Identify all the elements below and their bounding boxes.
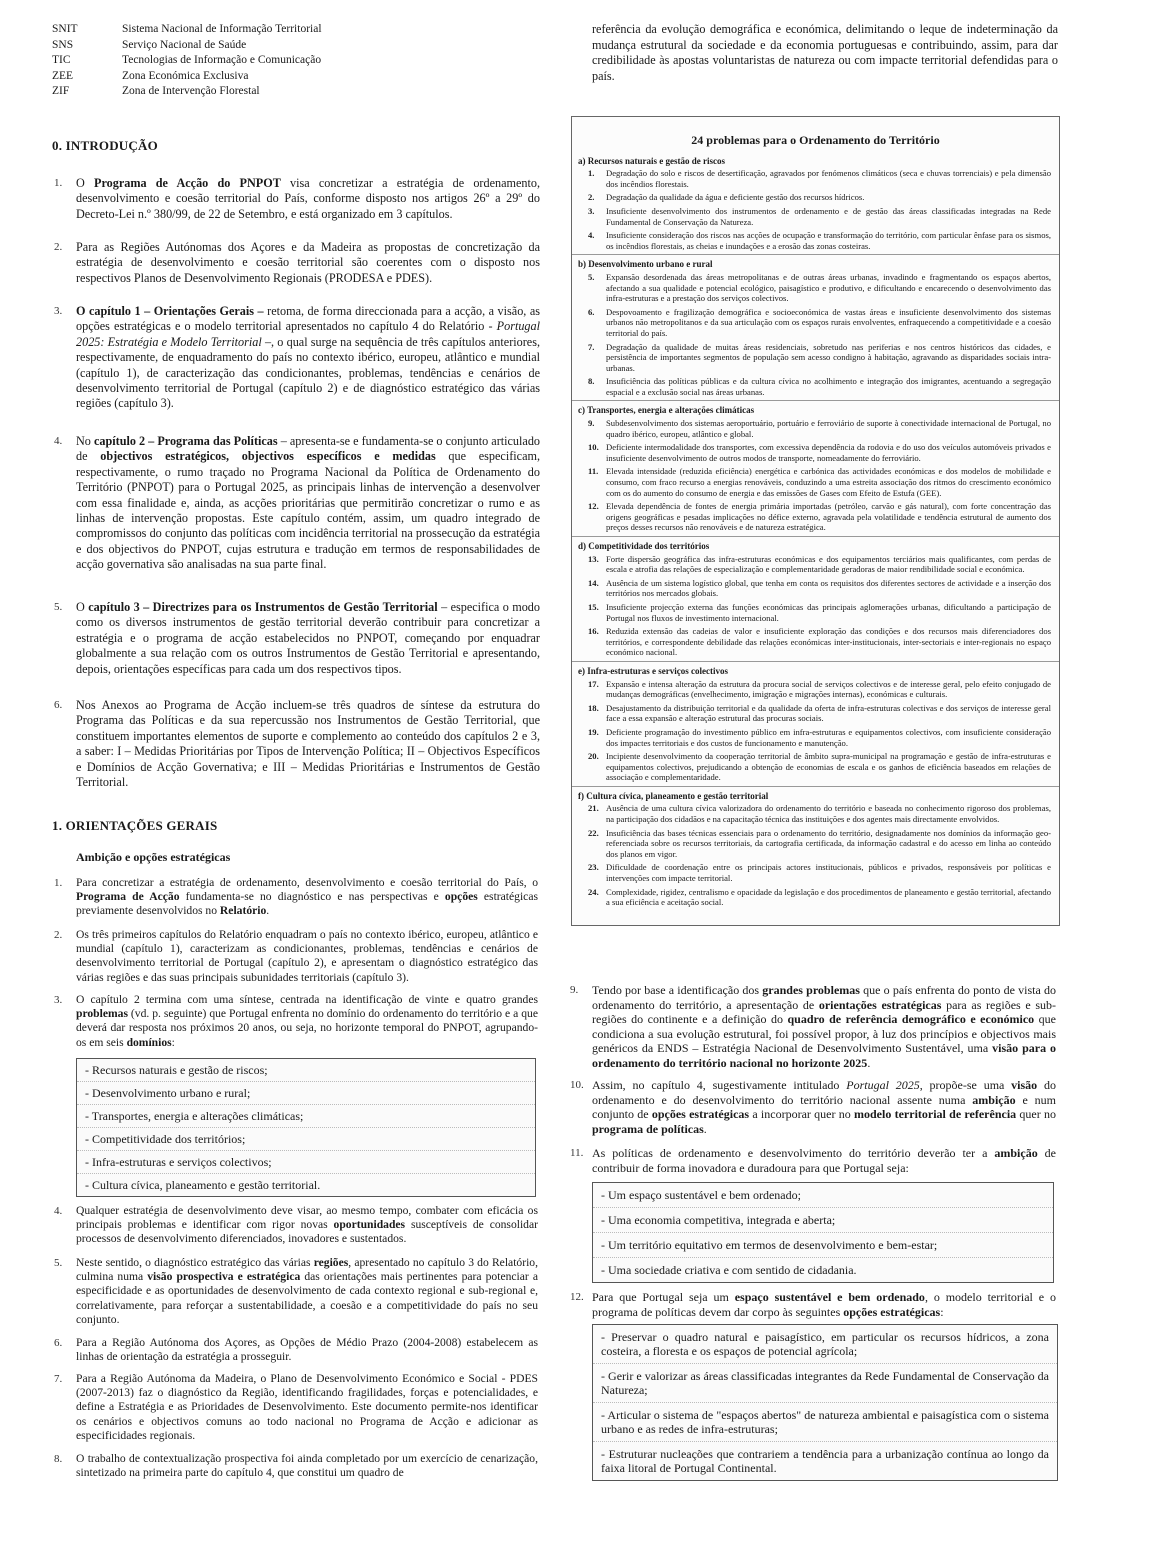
- problem-category: f) Cultura cívica, planeamento e gestão territorial: [578, 790, 769, 801]
- problem-number: 23.: [588, 862, 599, 873]
- problem-item: [588, 342, 1051, 374]
- problem-number: 20.: [588, 751, 599, 762]
- category-divider: [572, 254, 1059, 255]
- abbreviation-code: ZEE: [52, 69, 74, 82]
- problem-text: Complexidade, rigidez, centralismo e opacidade da legislação e dos procedimentos de planeamento e gestão territorial, afectando a sua eficiência e aceitação social.: [606, 886, 1051, 908]
- problem-number: 18.: [588, 702, 599, 713]
- problems-box: [571, 116, 1060, 926]
- problem-item: [588, 501, 1051, 533]
- box-item: - Estruturar nucleações que contrariem a tendência para a urbanização contínua ao longo da faixa litoral de Portugal Continental.: [601, 1447, 1049, 1475]
- box-item: - Competitividade dos territórios;: [77, 1128, 535, 1151]
- problem-text: Insuficiente consideração dos riscos nas acções de ocupação e transformação do território, com particular ênfase para os sismos, os incêndios florestais, as cheias e inundações e a erosão das zonas costeiras.: [606, 230, 1051, 251]
- box-item: - Cultura cívica, planeamento e gestão territorial.: [85, 1178, 321, 1192]
- opcoes-box: [592, 1324, 1058, 1481]
- problem-number: 10.: [588, 442, 599, 453]
- category-divider: [572, 786, 1059, 787]
- problem-number: 5.: [588, 271, 595, 282]
- abbreviation-desc: Sistema Nacional de Informação Territorial: [122, 23, 322, 35]
- problem-number: 22.: [588, 827, 599, 838]
- continuation-paragraph: referência da evolução demográfica e económica, delimitando o leque de indeterminação da mudança estrutural da sociedade e da economia portuguesas e contribuindo, assim, para dar credibilidade às apostas voluntaristas de natureza ou com impacte territorial defendidas para o país.: [592, 22, 1058, 83]
- problem-item: [588, 418, 1051, 439]
- problem-number: 3.: [588, 205, 595, 216]
- abbreviation-code: ZIF: [52, 85, 70, 98]
- problem-number: 17.: [588, 678, 599, 689]
- problem-number: 21.: [588, 803, 599, 814]
- problem-number: 13.: [588, 553, 599, 564]
- dominios-box: [76, 1058, 536, 1197]
- problem-item: [588, 602, 1051, 623]
- box-item: - Articular o sistema de "espaços abertos" de natureza ambiental e paisagística com o sistema urbano e as redes de infra-estruturas;: [593, 1403, 1057, 1442]
- box-item: - Uma sociedade criativa e com sentido de cidadania.: [601, 1263, 857, 1277]
- abbreviation-desc: Serviço Nacional de Saúde: [122, 38, 247, 51]
- problem-number: 2.: [588, 192, 595, 203]
- abbreviation-row: [52, 22, 322, 38]
- orientacoes-heading: 1. ORIENTAÇÕES GERAIS: [52, 818, 218, 833]
- abbreviation-row: [52, 38, 322, 54]
- problem-item: [588, 727, 1051, 748]
- problem-text: Desajustamento da distribuição territorial e da qualidade da oferta de infra-estruturas colectivas e dos serviços de interesse geral face a essa expansão e alteração estrutural das procuras sociais.: [606, 702, 1051, 724]
- intro-paragraph-6: 6. Nos Anexos ao Programa de Acção incluem-se três quadros de síntese da estrutura do Programa das Políticas e da sua repercussão nos Instrumentos de Gestão Territorial, que constituem importantes elementos de suporte e complemento ao conteúdo dos capítulos 2 e 3, a saber: I – Medidas Prioritárias por Tipos de Intervenção Política; II – Objectivos Específicos e Domínios de Acção Governativa; e III – Medidas Prioritárias e Instrumentos de Gestão Territorial.: [54, 698, 540, 790]
- abbreviation-list: [52, 22, 322, 100]
- intro-paragraph-1: 1. O Programa de Acção do PNPOT visa concretizar a estratégia de ordenamento, desenvolvimento e coesão territorial do País, conforme disposto nos artigos 26º a 29º do Decreto-Lei n.º 380/99, de 22 de Setembro, e está organizado em 3 capítulos.: [54, 176, 540, 221]
- problem-item: [588, 272, 1051, 304]
- abbreviation-row: [52, 53, 322, 69]
- problem-text: Incipiente desenvolvimento da cooperação territorial de âmbito supra-municipal na programação e gestão de infra-estruturas e equipamentos colectivos, prejudicando a obtenção de economias de escala e os ganhos de eficiência baseados em relações de associação e complementaridade.: [606, 751, 1051, 783]
- problem-category: d) Competitividade dos territórios: [578, 541, 710, 551]
- problem-item: [588, 442, 1051, 463]
- box-item: - Preservar o quadro natural e paisagístico, em particular os recursos hídricos, a zona costeira, a floresta e os espaços de potencial agrícola;: [593, 1325, 1057, 1364]
- problem-item: [588, 626, 1051, 658]
- problem-text: Subdesenvolvimento dos sistemas aeroportuário, portuário e ferroviário de suporte à conectividade internacional de Portugal, no quadro ibérico, europeu, atlântico e global.: [606, 418, 1051, 439]
- problem-number: 4.: [588, 230, 595, 241]
- orient-paragraph-12: 12. Para que Portugal seja um espaço sustentável e bem ordenado, o modelo territorial e o programa de políticas devem dar corpo às seguintes opções estratégicas:: [570, 1290, 1056, 1319]
- problem-text: Despovoamento e fragilização demográfica e socioeconómica de vastas áreas e insuficiente desenvolvimento dos sistemas urbanos não metropolitanos e da sua articulação com os espaços rurais envolventes, enfraquecendo a competitividade e a coesão territorial do país.: [606, 306, 1051, 338]
- problem-number: 11.: [588, 466, 599, 477]
- problem-item: [588, 803, 1051, 824]
- problem-item: [588, 466, 1051, 498]
- abbreviation-row: [52, 69, 322, 85]
- orient-paragraph-8: 8. O trabalho de contextualização prospectiva foi ainda completado por um exercício de cenarização, sintetizado na primeira parte do capítulo 4, que constitui um quadro de: [54, 1452, 538, 1480]
- abbreviation-code: SNIT: [52, 23, 78, 35]
- problem-category: b) Desenvolvimento urbano e rural: [578, 259, 713, 270]
- problems-list: [572, 156, 1059, 908]
- abbreviation-code: TIC: [52, 54, 71, 67]
- problem-category: c) Transportes, energia e alterações climáticas: [578, 405, 755, 416]
- problem-item: [588, 679, 1051, 700]
- intro-paragraph-5: 5. O capítulo 3 – Directrizes para os Instrumentos de Gestão Territorial – especifica o modo como os diversos instrumentos de gestão territorial deverão contribuir para concretizar a estratégia e o programa de acção estabelecidos no PNPOT, começando por enquadrar globalmente a sua relação com os outros Instrumentos de Gestão Territorial e apresentando, depois, orientações específicas para cada um dos respectivos tipos.: [54, 600, 540, 676]
- intro-paragraph-4: 4. No capítulo 2 – Programa das Políticas – apresenta-se e fundamenta-se o conjunto articulado de objectivos estratégicos, objectivos específicos e medidas que especificam, respectivamente, o rumo traçado no Programa Nacional da Política de Ordenamento do Território (PNPOT) para o Portugal 2025, as principais linhas de intervenção a desenvolver com essa finalidade e, ainda, as acções prioritárias que permitirão concretizar o rumo e as linhas de intervenção propostas. Este capítulo contém, assim, um quadro integrado de compromissos do conjunto das políticas com incidência territorial na prossecução da estratégia e dos objectivos do PNPOT, cujas estrutura e tradução em termos de responsabilidades de acção governativa são analisadas na sua parte final.: [54, 434, 541, 572]
- problem-number: 7.: [588, 341, 595, 352]
- abbreviation-desc: Zona de Intervenção Florestal: [122, 85, 260, 98]
- problem-item: [588, 862, 1051, 883]
- intro-paragraph-2: 2. Para as Regiões Autónomas dos Açores e da Madeira as propostas de concretização da estratégia de desenvolvimento e coesão territorial são coerentes com o disposto nos respectivos Planos de Desenvolvimento Regionais (PRODESA e PDES).: [54, 240, 540, 285]
- box-item: - Gerir e valorizar as áreas classificadas integrantes da Rede Fundamental de Conservação da Natureza;: [593, 1364, 1057, 1403]
- problem-text: Degradação do solo e riscos de desertificação, agravados por fenómenos climáticos (seca e chuvas torrenciais) e pela dimensão dos incêndios florestais.: [606, 168, 1051, 189]
- orient-paragraph-11: 11. As políticas de ordenamento e desenvolvimento do território deverão ter a ambição de contribuir de forma inovadora e duradoura para que Portugal seja:: [570, 1146, 1056, 1175]
- problem-text: Insuficiência das políticas públicas e da cultura cívica no acolhimento e integração dos imigrantes, acentuando a segregação espacial e a exclusão social nas áreas urbanas.: [606, 376, 1051, 397]
- box-item: - Desenvolvimento urbano e rural;: [77, 1082, 535, 1105]
- intro-paragraph-3: 3. O capítulo 1 – Orientações Gerais – retoma, de forma direccionada para a acção, a visão, as opções estratégicas e o modelo territorial apresentados no capítulo 4 do Relatório - Portugal 2025: Estratégia e Modelo Territorial –, o qual surge na sequência de três capítulos anteriores, respectivamente, de enquadramento do país no contexto ibérico, europeu, atlântico e mundial (capítulo 1), de caracterização das condicionantes, problemas, tendências e cenários de desenvolvimento territorial de Portugal (capítulo 2) e de diagnóstico estratégico das várias regiões (capítulo 3).: [54, 304, 540, 411]
- abbreviation-desc: Zona Económica Exclusiva: [122, 69, 249, 82]
- problem-text: Deficiente programação do investimento público em infra-estruturas e equipamentos colectivos, com insuficiente consideração dos impactes territoriais e dos custos de funcionamento e manutenção.: [606, 726, 1051, 748]
- problem-text: Ausência de uma cultura cívica valorizadora do ordenamento do território e baseada no conhecimento rigoroso dos problemas, na participação dos cidadãos e na capacitação técnica das instituições e dos agentes mais directamente envolvidos.: [606, 803, 1051, 825]
- problem-text: Expansão e intensa alteração da estrutura da procura social de serviços colectivos e de interesse geral, pelo efeito conjugado de mudanças demográficas (envelhecimento, imigração e migrações internas), económicas e culturais.: [606, 678, 1051, 700]
- problem-item: [588, 230, 1051, 251]
- problem-text: Elevada intensidade (reduzida eficiência) energética e carbónica das actividades económicas e dos modelos de mobilidade e consumo, com fraco recurso a energias renováveis, conduzindo a uma estreita associação dos ritmos do crescimento económico com os do aumento do consumo de energia e das emissões de Gases com Efeito de Estufa (GEE).: [606, 466, 1051, 498]
- problem-number: 15.: [588, 601, 599, 612]
- box-item: - Uma economia competitiva, integrada e aberta;: [593, 1208, 1053, 1233]
- problem-number: 6.: [588, 306, 595, 317]
- problem-category: e) Infra-estruturas e serviços colectivos: [578, 665, 728, 676]
- problem-item: [588, 751, 1051, 783]
- portugal-seja-box: [592, 1182, 1054, 1283]
- problem-text: Insuficiente desenvolvimento dos instrumentos de ordenamento e de gestão das áreas classificadas integradas na Rede Fundamental de Conservação da Natureza.: [606, 205, 1051, 227]
- problem-item: [588, 887, 1051, 908]
- problem-number: 14.: [588, 577, 599, 588]
- box-item: - Um território equitativo em termos de desenvolvimento e bem-estar;: [593, 1233, 1053, 1258]
- box-item: - Transportes, energia e alterações climáticas;: [77, 1105, 535, 1128]
- problem-text: Reduzida extensão das cadeias de valor e insuficiente exploração das condições e dos recursos mais diferenciadores dos territórios, e correspondente debilidade das relações económicas inter-institucionais, inter-sectoriais e inter-regionais no espaço económico nacional.: [606, 626, 1051, 658]
- abbreviation-code: SNS: [52, 38, 74, 51]
- orient-paragraph-9: 9. Tendo por base a identificação dos grandes problemas que o país enfrenta do ponto de vista do ordenamento do território, a apresentação de orientações estratégicas para as regiões e sub-regiões do continente e a definição do quadro de referência demográfico e económico que condiciona a sua evolução estrutural, foi possível propor, à luz dos princípios e objectivos mais genéricos da ENDS – Estratégia Nacional de Desenvolvimento Sustentável, uma visão para o ordenamento do território nacional no horizonte 2025.: [570, 983, 1056, 1070]
- problem-item: [588, 168, 1051, 189]
- problem-text: Elevada dependência de fontes de energia primária importadas (petróleo, carvão e gás natural), com forte concentração das origens geográficas e pesadas implicações no défice externo, agravada pela volatilidade e tendência estrutural de aumento dos preços desses recursos não renováveis e de natureza estratégica.: [606, 501, 1051, 533]
- orient-paragraph-6: 6. Para a Região Autónoma dos Açores, as Opções de Médio Prazo (2004-2008) estabelecem as linhas de orientação da estratégia a prosseguir.: [54, 1336, 538, 1364]
- problem-item: [588, 578, 1051, 599]
- problem-text: Degradação da qualidade de muitas áreas residenciais, sobretudo nas periferias e nos centros históricos das cidades, e persistência de importantes segmentos de população sem acesso condigno à habitação, agravando as disparidades sociais intra-urbanas.: [606, 341, 1051, 373]
- problem-item: [588, 703, 1051, 724]
- problem-number: 12.: [588, 501, 599, 512]
- problem-number: 1.: [588, 168, 595, 179]
- problem-number: 16.: [588, 626, 599, 637]
- box-item: - Recursos naturais e gestão de riscos;: [77, 1059, 535, 1082]
- orient-paragraph-7: 7. Para a Região Autónoma da Madeira, o Plano de Desenvolvimento Económico e Social - PDES (2007-2013) faz o diagnóstico da Região, identificando fragilidades, forças e potencialidades, e define a Estratégia e as Prioridades de Desenvolvimento. Este documento permite-nos identificar os cenários e objectivos comuns ao todo nacional no Programa de Acção e adicionar as especificidades regionais.: [54, 1372, 538, 1442]
- abbreviation-row: [52, 84, 322, 100]
- box-item: - Um espaço sustentável e bem ordenado;: [593, 1183, 1053, 1208]
- box-item: - Infra-estruturas e serviços colectivos;: [77, 1151, 535, 1174]
- problem-text: Insuficiente projecção externa das funções económicas das principais aglomerações urbanas, dificultando a participação de Portugal nos fluxos de investimento internacional.: [606, 601, 1051, 623]
- problem-item: [588, 206, 1051, 227]
- problem-number: 9.: [588, 418, 595, 429]
- problems-title: 24 problemas para o Ordenamento do Território: [691, 133, 940, 147]
- problem-item: [588, 307, 1051, 339]
- problem-number: 19.: [588, 726, 599, 737]
- category-divider: [572, 400, 1059, 401]
- ambicao-subheading: Ambição e opções estratégicas: [76, 850, 231, 864]
- orient-paragraph-10: 10. Assim, no capítulo 4, sugestivamente intitulado Portugal 2025, propõe-se uma visão do ordenamento e do desenvolvimento do território nacional assente numa ambição e num conjunto de opções estratégicas a incorporar quer no modelo territorial de referência quer no programa de políticas.: [570, 1078, 1057, 1136]
- problem-text: Forte dispersão geográfica das infra-estruturas económicas e dos equipamentos terciários mais qualificantes, com perdas de escala e atrofia das relações de especialização e complementaridade geradoras de maior rendibilidade social e económica.: [606, 553, 1051, 575]
- problem-item: [588, 554, 1051, 575]
- problem-category: a) Recursos naturais e gestão de riscos: [578, 155, 725, 166]
- abbreviation-desc: Tecnologias de Informação e Comunicação: [122, 54, 322, 67]
- problem-number: 24.: [588, 886, 599, 897]
- orient-paragraph-2: 2. Os três primeiros capítulos do Relatório enquadram o país no contexto ibérico, europeu, atlântico e mundial (capítulo 1), caracterizam as condicionantes, problemas, tendências e cenários de desenvolvimento territorial de Portugal (capítulo 2), e apresentam o diagnóstico estratégico das várias regiões e das suas principais subunidades territoriais (capítulo 3).: [54, 928, 538, 984]
- category-divider: [572, 536, 1059, 537]
- orient-paragraph-1: 1. Para concretizar a estratégia de ordenamento, desenvolvimento e coesão territorial do País, o Programa de Acção fundamenta-se no diagnóstico e nas perspectivas e opções estratégicas previamente desenvolvidos no Relatório.: [54, 876, 538, 918]
- problem-text: Expansão desordenada das áreas metropolitanas e de outras áreas urbanas, invadindo e fragmentando os espaços abertos, afectando a sua qualidade e potencial ecológico, paisagístico e produtivo, e dificultando e encarecendo o desenvolvimento das infra-estruturas e a prestação dos serviços colectivos.: [606, 271, 1051, 304]
- problem-text: Deficiente intermodalidade dos transportes, com excessiva dependência da rodovia e do uso dos veículos automóveis privados e insuficiente desenvolvimento de outros modos de transporte, nomeadamente do ferroviário.: [606, 442, 1051, 463]
- problem-text: Insuficiência das bases técnicas essenciais para o ordenamento do território, designadamente nos domínios da informação geo-referenciada sobre os recursos territoriais, da cartografia certificada, da informação cadastral e do acesso em linha ao conteúdo dos planos em vigor.: [606, 827, 1051, 859]
- orient-paragraph-3: 3. O capítulo 2 termina com uma síntese, centrada na identificação de vinte e quatro grandes problemas (vd. p. seguinte) que Portugal enfrenta no domínio do ordenamento do território e a que deverá dar resposta nos próximos 20 anos, ou seja, no horizonte temporal do PNPOT, agrupando-os em seis domínios:: [54, 993, 538, 1049]
- problem-item: [588, 828, 1051, 860]
- intro-heading: 0. INTRODUÇÃO: [52, 138, 158, 153]
- problem-text: Ausência de um sistema logístico global, que tenha em conta os requisitos dos diferentes sectores de actividade e a inserção dos territórios nos mercados globais.: [606, 577, 1051, 599]
- problem-item: [588, 192, 1051, 203]
- orient-paragraph-5: 5. Neste sentido, o diagnóstico estratégico das várias regiões, apresentado no capítulo 3 do Relatório, culmina numa visão prospectiva e estratégica das orientações mais pertinentes para potenciar a especificidade e as oportunidades de desenvolvimento de cada contexto regional e sub-regional e, correlativamente, para reforçar a sustentabilidade, a coesão e a competitividade do país no seu conjunto.: [54, 1256, 538, 1326]
- problem-text: Degradação da qualidade da água e deficiente gestão dos recursos hídricos.: [606, 192, 865, 203]
- category-divider: [572, 661, 1059, 662]
- problem-text: Dificuldade de coordenação entre os principais actores institucionais, públicos e privados, responsáveis por políticas e intervenções com impacte territorial.: [606, 862, 1051, 884]
- problem-number: 8.: [588, 376, 595, 387]
- orient-paragraph-4: 4. Qualquer estratégia de desenvolvimento deve visar, ao mesmo tempo, combater com eficácia os principais problemas e identificar com rigor novas oportunidades susceptíveis de consolidar processos de desenvolvimento diferenciados, inovadores e sustentados.: [54, 1204, 538, 1246]
- problem-item: [588, 376, 1051, 397]
